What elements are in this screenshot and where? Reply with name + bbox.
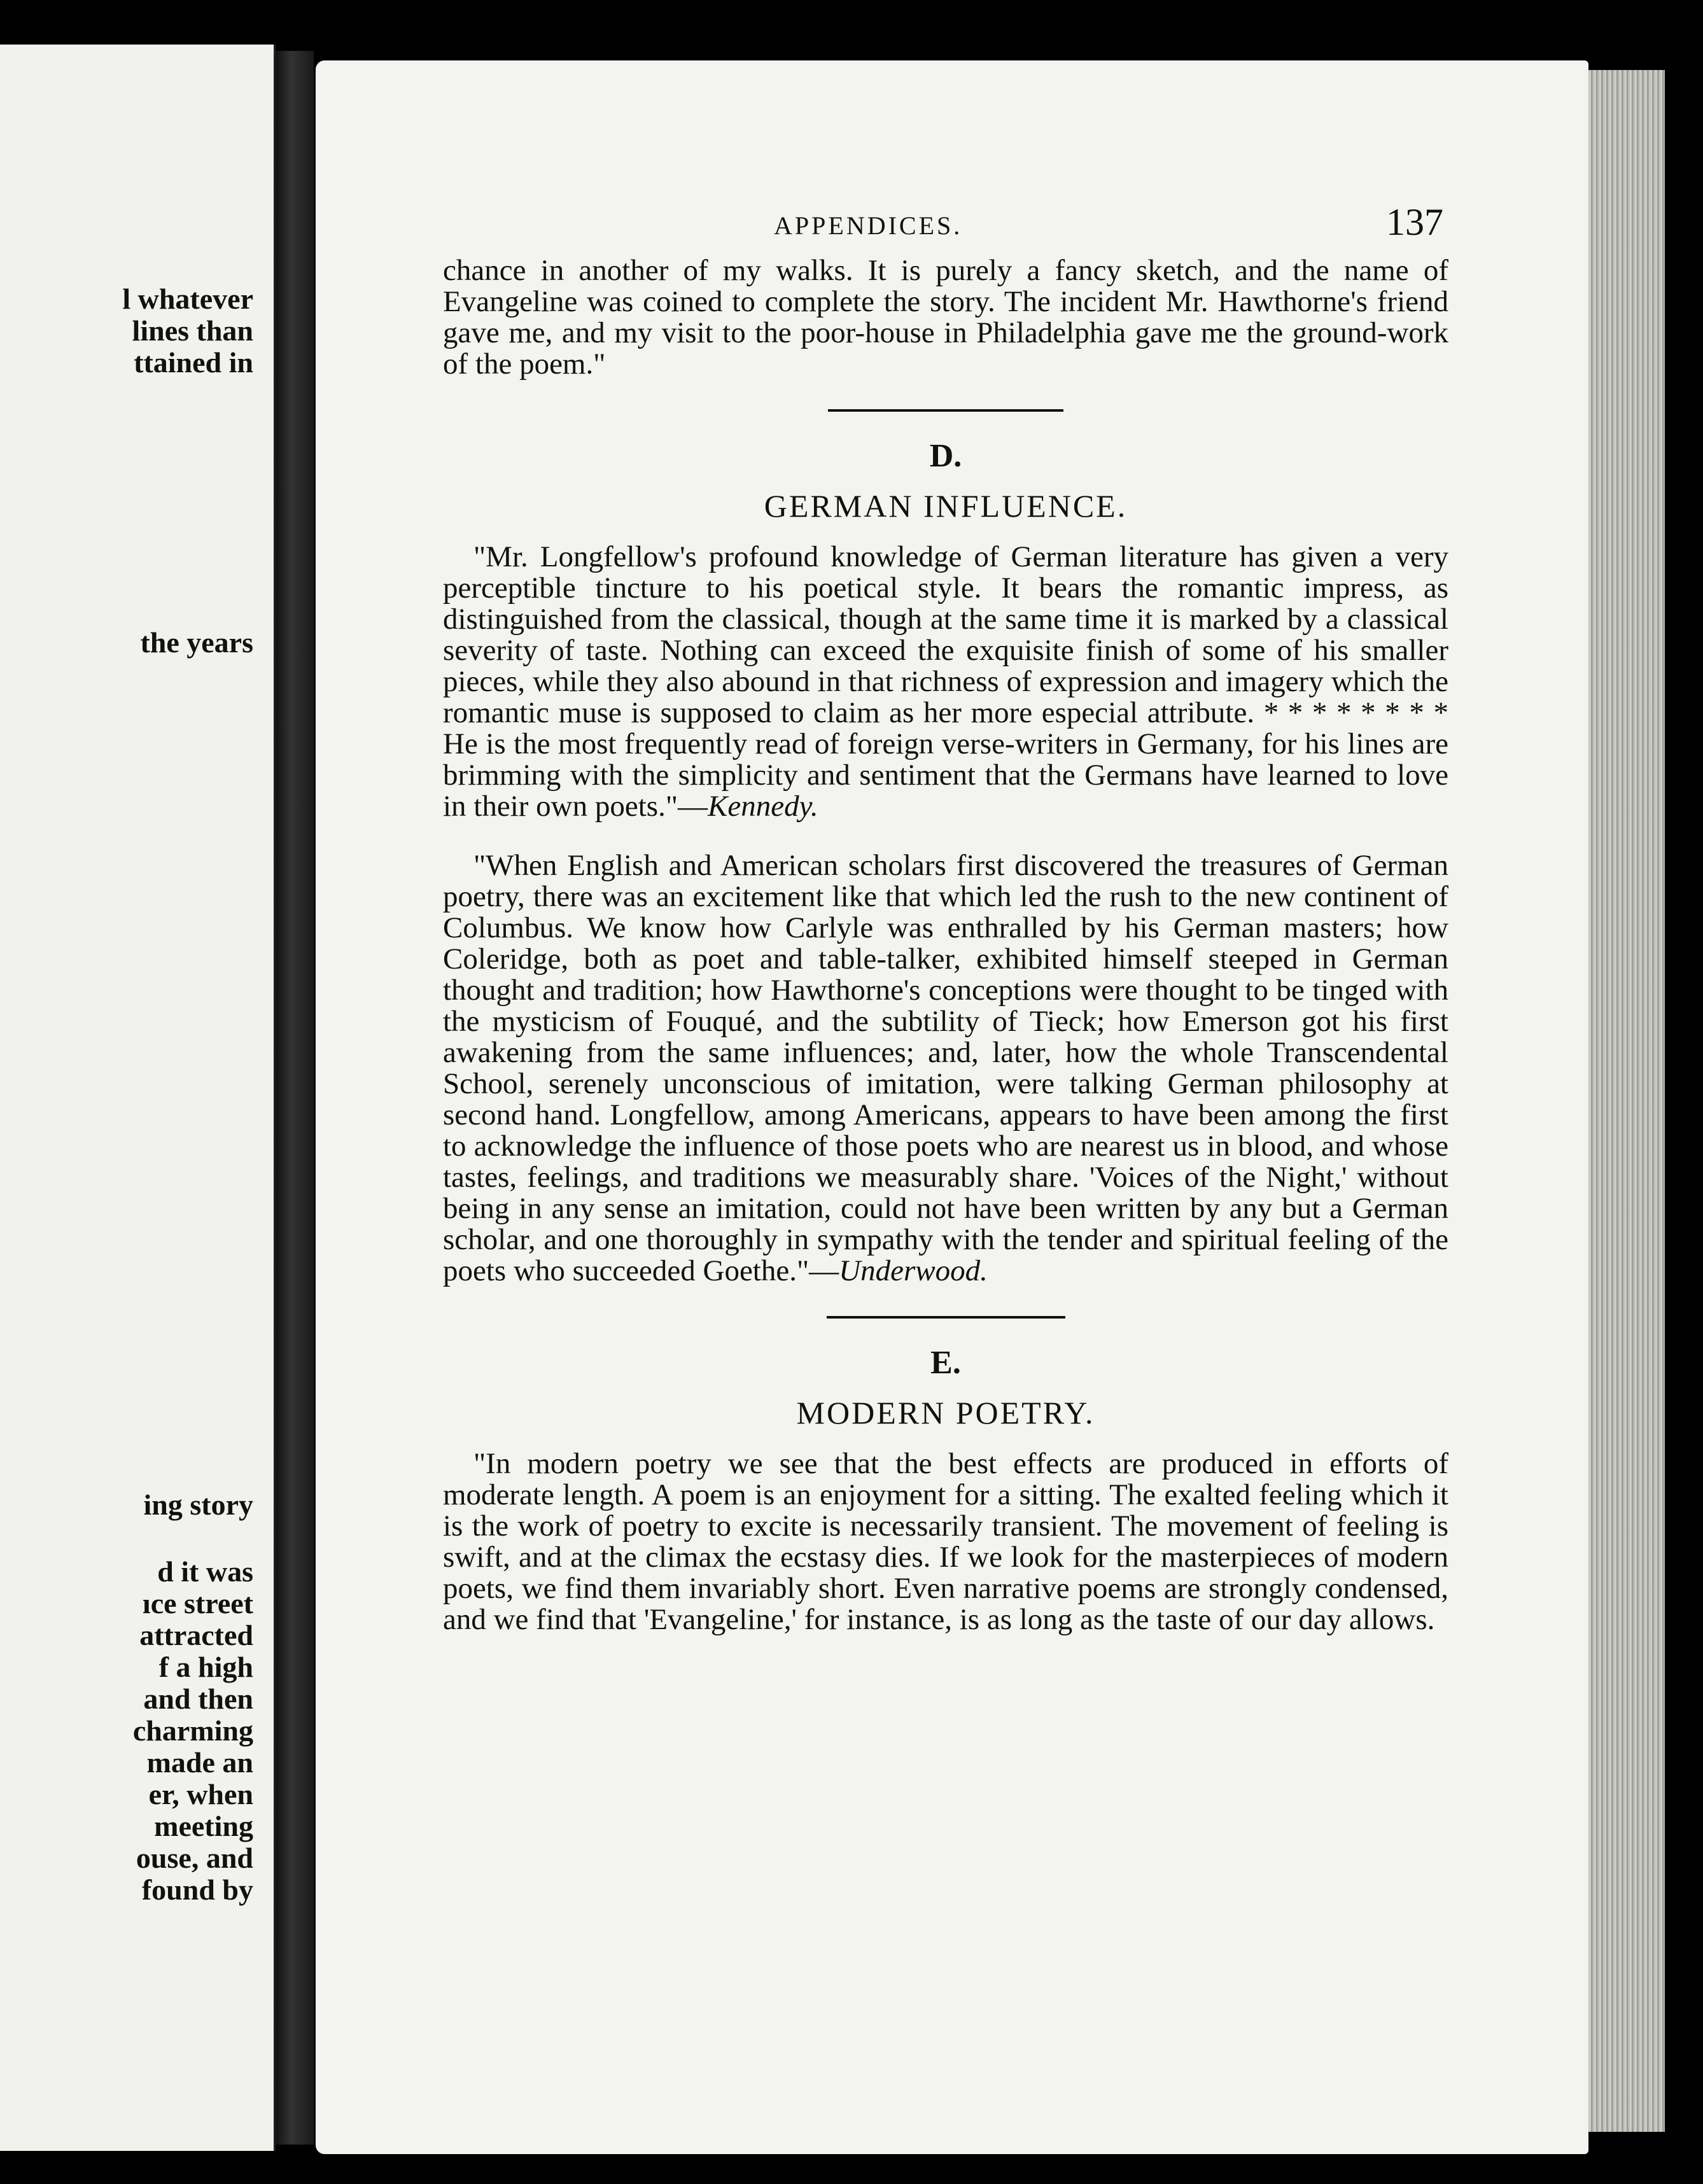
main-page	[316, 60, 1588, 2154]
underwood-attribution: Underwood.	[839, 1254, 988, 1287]
left-text-fragment: made an	[146, 1746, 253, 1779]
page-content	[443, 200, 1448, 1635]
page-number: 137	[1386, 201, 1443, 243]
left-text-fragment: attracted	[139, 1619, 253, 1651]
paragraph-gap	[443, 822, 1448, 850]
left-text-fragment: ouse, and	[136, 1842, 253, 1874]
section-divider	[828, 409, 1063, 412]
page-edges	[1588, 70, 1665, 2132]
left-text-fragment: er, when	[148, 1778, 253, 1810]
left-text-fragment: l whatever	[122, 283, 253, 315]
left-text-fragment: meeting	[154, 1810, 253, 1842]
left-text-fragment: the years	[140, 626, 253, 659]
left-text-fragment: lines than	[132, 314, 253, 347]
section-letter-d: D.	[929, 438, 962, 474]
facing-page-fragment	[0, 45, 276, 2151]
left-text-fragment: and then	[143, 1683, 253, 1715]
left-text-fragment: ıce street	[142, 1587, 253, 1620]
left-text-fragment: found by	[141, 1873, 253, 1906]
left-text-fragment: d it was	[157, 1555, 253, 1588]
section-divider	[827, 1316, 1065, 1319]
book-gutter	[276, 51, 314, 2145]
opening-quote-paragraph: chance in another of my walks. It is purely a fancy sketch, and the name of Evangeline was coined to complete the story. The incident Mr. Hawthorne's friend gave me, and my visit to the poor-house in Philadelphia gave me the ground-work of the poem."	[443, 254, 1448, 381]
left-text-fragment: charming	[132, 1714, 253, 1747]
modern-poetry-paragraph: "In modern poetry we see that the best effects are produced in efforts of moderate length. A poem is an enjoyment for a sitting. The exalted feeling which it is the work of poetry to excite is necessarily transient. The movement of feeling is swift, and at the climax the ecstasy dies. If we look for the masterpieces of modern poets, we find them invariably short. Even narrative poems are strongly condensed, and we find that 'Evangeline,' for instance, is as long as the taste of our day allows.	[443, 1447, 1448, 1636]
left-text-fragment: ing story	[143, 1488, 253, 1521]
underwood-quote-text: "When English and American scholars first discovered the treasures of German poetry, there was an excitement like that which led the rush to the new continent of Columbus. We know how Carlyle was enthralled by his German masters; how Coleridge, both as poet and table-talker, exhibited himself steeped in German thought and tradition; how Hawthorne's conceptions were thought to be tinged with the mysticism of Fouqué, and the subtility of Tieck; how Emerson got his first awakening from the same influences; and, later, how the whole Transcendental School, serenely unconscious of imitation, were talking German philosophy at second hand. Longfellow, among Americans, appears to have been among the first to acknowledge the influence of those poets who are nearest us in blood, and whose tastes, feelings, and traditions we measurably share. 'Voices of the Night,' without being in any sense an imitation, could not have been written by any but a German scholar, and one thoroughly in sympathy with the tender and spiritual feeling of the poets who succeeded Goethe."—	[443, 849, 1448, 1287]
underwood-quote-paragraph	[443, 850, 1448, 1287]
running-head-title: APPENDICES.	[774, 211, 963, 240]
left-text-fragment: ttained in	[134, 346, 253, 379]
section-heading-german-influence: GERMAN INFLUENCE.	[764, 488, 1128, 524]
kennedy-quote-text: "Mr. Longfellow's profound knowledge of German literature has given a very perceptible tincture to his poetical style. It bears the romantic impress, as distinguished from the classical, though at the same time it is marked by a classical severity of taste. Nothing can exceed the exquisite finish of some of his smaller pieces, while they also abound in that richness of expression and imagery which the romantic muse is supposed to claim as her more especial attribute. * * * * * * * * He is the most frequently read of foreign verse-writers in Germany, for his lines are brimming with the simplicity and sentiment that the Germans have learned to love in their own poets."—	[443, 540, 1448, 823]
kennedy-attribution: Kennedy.	[708, 790, 818, 823]
section-heading-modern-poetry: MODERN POETRY.	[796, 1395, 1095, 1431]
left-text-fragment: f a high	[158, 1651, 253, 1683]
kennedy-quote-paragraph	[443, 542, 1448, 822]
section-letter-e: E.	[930, 1345, 961, 1381]
running-head	[443, 200, 1448, 251]
